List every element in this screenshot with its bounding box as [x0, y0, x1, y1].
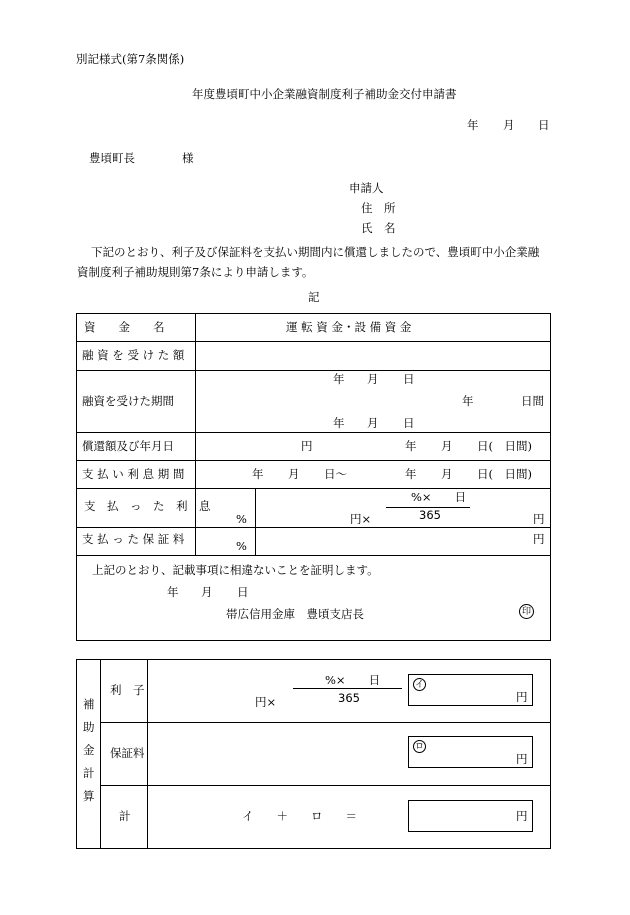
period-start-day: 日	[403, 372, 415, 386]
side-label-1: 補	[83, 697, 95, 711]
fund-name-label: 資 金 名	[84, 320, 165, 334]
total-sum-formula: イ ＋ ロ ＝	[242, 809, 357, 823]
period-days-total: 日間	[521, 394, 544, 408]
side-label-5: 算	[83, 789, 95, 803]
interest-formula-numerator: %× 日	[411, 490, 467, 504]
body-text-line1: 下記のとおり、利子及び保証料を支払い期間内に償還しましたので、豊頃町中小企業融	[91, 245, 540, 259]
certification-day: 日	[237, 585, 249, 599]
ki-heading: 記	[308, 290, 320, 304]
interest-paid-label: 支 払 っ た 利 息	[84, 499, 211, 513]
mark-ro-icon: ロ	[414, 742, 424, 752]
applicant-address-label: 住 所	[361, 201, 396, 215]
repayment-year: 年	[405, 439, 417, 453]
total-subsidy-box	[408, 800, 533, 832]
interest-yen-times: 円×	[350, 512, 372, 526]
guarantee-row-label: 保証料	[110, 746, 145, 760]
interest-formula-denominator: 365	[419, 508, 441, 522]
guarantee-subsidy-box	[408, 736, 533, 768]
interest-subsidy-box	[408, 674, 533, 706]
interest-end-month: 月	[441, 467, 453, 481]
interest-start-day: 日〜	[324, 467, 347, 481]
repayment-days: 日( 日間)	[477, 439, 532, 453]
seal-mark-icon: 印	[519, 604, 534, 619]
guarantee-paid-label: 支 払 っ た 保 証 料	[82, 532, 185, 546]
repayment-yen: 円	[301, 439, 313, 453]
certification-month: 月	[201, 585, 213, 599]
subsidy-formula-denominator: 365	[338, 691, 360, 705]
side-label-4: 計	[83, 766, 95, 780]
subsidy-formula-numerator: %× 日	[325, 673, 381, 687]
loan-amount-label: 融 資 を 受 け た 額	[82, 348, 185, 362]
addressee-honorific: 様	[182, 151, 194, 165]
interest-start-year: 年	[252, 467, 264, 481]
date-month-label: 月	[503, 118, 515, 132]
guarantee-percent: %	[236, 539, 247, 553]
period-end-year: 年	[333, 416, 345, 430]
side-label-3: 金	[83, 743, 95, 757]
date-year-label: 年	[467, 118, 479, 132]
form-reference: 別記様式(第7条関係)	[76, 52, 185, 66]
interest-paid-yen: 円	[533, 512, 545, 526]
interest-period-label: 支 払 い 利 息 期 間	[82, 467, 185, 481]
guarantee-subsidy-yen: 円	[516, 752, 528, 766]
repayment-label: 償還額及び年月日	[82, 439, 174, 453]
repayment-month: 月	[441, 439, 453, 453]
interest-row-label: 利 子	[110, 683, 145, 697]
certification-issuer: 帯広信用金庫 豊頃支店長	[226, 607, 364, 621]
total-row-label: 計	[119, 809, 131, 823]
applicant-name-label: 氏 名	[361, 221, 396, 235]
date-day-label: 日	[538, 118, 550, 132]
interest-start-month: 月	[288, 467, 300, 481]
interest-end-year: 年	[405, 467, 417, 481]
body-text-line2: 資制度利子補助規則第7条により申請します。	[77, 265, 314, 279]
subsidy-yen-times: 円×	[255, 695, 277, 709]
total-subsidy-yen: 円	[516, 809, 528, 823]
period-end-month: 月	[367, 416, 379, 430]
interest-end-days: 日( 日間)	[477, 467, 532, 481]
interest-subsidy-yen: 円	[516, 690, 528, 704]
period-years: 年	[462, 394, 474, 408]
period-end-day: 日	[403, 416, 415, 430]
applicant-label: 申請人	[349, 181, 384, 195]
mark-i-icon: イ	[414, 680, 424, 690]
side-label-2: 助	[83, 720, 95, 734]
loan-period-label: 融資を受けた期間	[82, 394, 174, 408]
period-start-year: 年	[333, 372, 345, 386]
document-title: 年度豊頃町中小企業融資制度利子補助金交付申請書	[192, 87, 457, 101]
period-start-month: 月	[367, 372, 379, 386]
guarantee-paid-yen: 円	[533, 532, 545, 546]
fund-name-value: 運 転 資 金・設 備 資 金	[286, 320, 412, 334]
interest-rate-percent: %	[236, 512, 247, 526]
addressee-name: 豊頃町長	[89, 151, 135, 165]
certification-text: 上記のとおり、記載事項に相違ないことを証明します。	[92, 563, 379, 577]
certification-year: 年	[167, 585, 179, 599]
